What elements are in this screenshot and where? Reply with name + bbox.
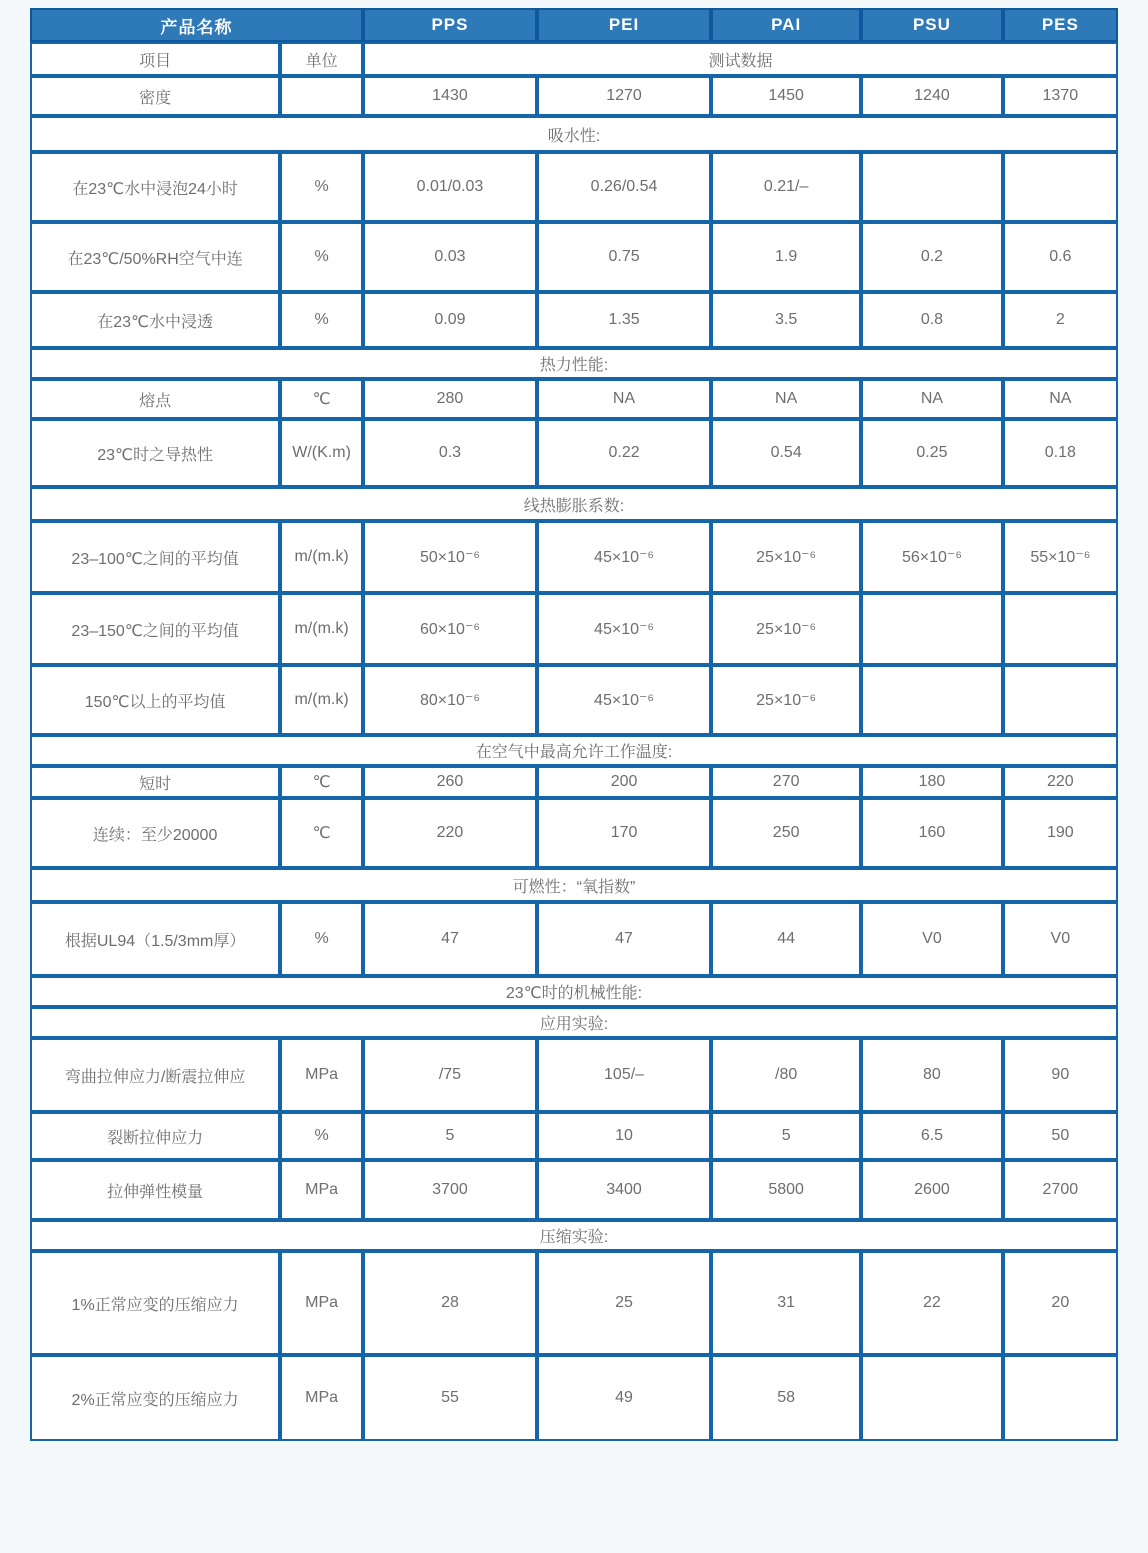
table-header-row — [30, 8, 1118, 42]
cell-value: 0.03 — [363, 222, 537, 292]
row-label: 在23℃水中浸泡24小时 — [30, 152, 280, 222]
row-label: 熔点 — [30, 379, 280, 419]
cell-value: 25×10⁻⁶ — [711, 593, 861, 665]
cell-value: 20 — [1003, 1251, 1118, 1355]
material-spec-table — [30, 8, 1118, 1441]
cell-value: 0.54 — [711, 419, 861, 487]
cell-value: 47 — [537, 902, 711, 976]
table-row — [30, 521, 1118, 593]
row-unit: m/(m.k) — [280, 665, 363, 735]
cell-value: 2600 — [861, 1160, 1002, 1220]
cell-value: 28 — [363, 1251, 537, 1355]
section-row — [30, 1007, 1118, 1038]
table-row — [30, 152, 1118, 222]
unit-header: 单位 — [280, 42, 363, 76]
row-unit: % — [280, 152, 363, 222]
cell-value: 280 — [363, 379, 537, 419]
row-label: 密度 — [30, 76, 280, 116]
table-row — [30, 292, 1118, 348]
cell-value: 270 — [711, 766, 861, 798]
cell-value: 45×10⁻⁶ — [537, 665, 711, 735]
section-row — [30, 487, 1118, 521]
row-unit: ℃ — [280, 379, 363, 419]
cell-value: 80×10⁻⁶ — [363, 665, 537, 735]
cell-value: 190 — [1003, 798, 1118, 868]
cell-value: 0.26/0.54 — [537, 152, 711, 222]
row-unit: m/(m.k) — [280, 521, 363, 593]
cell-value: 45×10⁻⁶ — [537, 593, 711, 665]
table-row — [30, 379, 1118, 419]
cell-value: 55×10⁻⁶ — [1003, 521, 1118, 593]
cell-value: 1270 — [537, 76, 711, 116]
cell-value: 1430 — [363, 76, 537, 116]
row-label: 在23℃/50%RH空气中连 — [30, 222, 280, 292]
cell-value: 3700 — [363, 1160, 537, 1220]
cell-value: 260 — [363, 766, 537, 798]
cell-value: 1240 — [861, 76, 1002, 116]
cell-value: V0 — [861, 902, 1002, 976]
cell-value: 90 — [1003, 1038, 1118, 1112]
cell-value — [1003, 152, 1118, 222]
table-row — [30, 593, 1118, 665]
col-header-pps: PPS — [363, 8, 537, 42]
cell-value — [861, 665, 1002, 735]
section-row — [30, 348, 1118, 379]
col-header-pai: PAI — [711, 8, 861, 42]
cell-value: NA — [711, 379, 861, 419]
cell-value: 0.21/– — [711, 152, 861, 222]
section-label: 23℃时的机械性能: — [30, 976, 1118, 1007]
cell-value: NA — [1003, 379, 1118, 419]
cell-value: 45×10⁻⁶ — [537, 521, 711, 593]
row-unit: % — [280, 292, 363, 348]
cell-value: 31 — [711, 1251, 861, 1355]
row-label: 2%正常应变的压缩应力 — [30, 1355, 280, 1441]
table-row — [30, 1038, 1118, 1112]
col-header-pes: PES — [1003, 8, 1118, 42]
row-label: 根据UL94（1.5/3mm厚） — [30, 902, 280, 976]
cell-value: 1370 — [1003, 76, 1118, 116]
section-label: 应用实验: — [30, 1007, 1118, 1038]
cell-value: 0.75 — [537, 222, 711, 292]
cell-value: 47 — [363, 902, 537, 976]
section-row — [30, 1220, 1118, 1251]
row-label: 拉伸弹性模量 — [30, 1160, 280, 1220]
row-label: 弯曲拉伸应力/断震拉伸应 — [30, 1038, 280, 1112]
cell-value — [1003, 665, 1118, 735]
section-label: 在空气中最高允许工作温度: — [30, 735, 1118, 766]
table-row — [30, 798, 1118, 868]
row-unit: MPa — [280, 1251, 363, 1355]
table-row — [30, 665, 1118, 735]
cell-value: 0.2 — [861, 222, 1002, 292]
cell-value: 50 — [1003, 1112, 1118, 1160]
section-label: 热力性能: — [30, 348, 1118, 379]
cell-value: 5 — [711, 1112, 861, 1160]
cell-value: 3400 — [537, 1160, 711, 1220]
section-label: 线热膨胀系数: — [30, 487, 1118, 521]
table-row — [30, 1355, 1118, 1441]
cell-value: 1.9 — [711, 222, 861, 292]
cell-value: /75 — [363, 1038, 537, 1112]
section-label: 压缩实验: — [30, 1220, 1118, 1251]
section-label: 可燃性：“氧指数” — [30, 868, 1118, 902]
cell-value: 6.5 — [861, 1112, 1002, 1160]
row-unit: MPa — [280, 1160, 363, 1220]
section-row — [30, 116, 1118, 152]
row-unit: % — [280, 902, 363, 976]
row-label: 连续：至少20000 — [30, 798, 280, 868]
table-row — [30, 1112, 1118, 1160]
cell-value: 2 — [1003, 292, 1118, 348]
subheader-row — [30, 42, 1118, 76]
table-row — [30, 76, 1118, 116]
cell-value — [861, 1355, 1002, 1441]
cell-value: 105/– — [537, 1038, 711, 1112]
row-label: 在23℃水中浸透 — [30, 292, 280, 348]
row-label: 裂断拉伸应力 — [30, 1112, 280, 1160]
cell-value: 25×10⁻⁶ — [711, 665, 861, 735]
row-label: 1%正常应变的压缩应力 — [30, 1251, 280, 1355]
cell-value: 0.3 — [363, 419, 537, 487]
col-header-psu: PSU — [861, 8, 1002, 42]
cell-value — [861, 593, 1002, 665]
row-label: 短时 — [30, 766, 280, 798]
cell-value: 5800 — [711, 1160, 861, 1220]
cell-value: 44 — [711, 902, 861, 976]
table-row — [30, 902, 1118, 976]
cell-value: 58 — [711, 1355, 861, 1441]
cell-value: 55 — [363, 1355, 537, 1441]
cell-value: 0.25 — [861, 419, 1002, 487]
cell-value: 25 — [537, 1251, 711, 1355]
cell-value: 250 — [711, 798, 861, 868]
cell-value: 2700 — [1003, 1160, 1118, 1220]
cell-value: 0.18 — [1003, 419, 1118, 487]
table-row — [30, 1160, 1118, 1220]
cell-value: V0 — [1003, 902, 1118, 976]
cell-value: 200 — [537, 766, 711, 798]
cell-value: 60×10⁻⁶ — [363, 593, 537, 665]
table-row — [30, 1251, 1118, 1355]
row-unit: ℃ — [280, 766, 363, 798]
row-label: 23–150℃之间的平均值 — [30, 593, 280, 665]
cell-value: 0.01/0.03 — [363, 152, 537, 222]
cell-value: 0.09 — [363, 292, 537, 348]
cell-value — [1003, 593, 1118, 665]
cell-value: 1450 — [711, 76, 861, 116]
cell-value: 80 — [861, 1038, 1002, 1112]
table-row — [30, 222, 1118, 292]
cell-value: 22 — [861, 1251, 1002, 1355]
cell-value — [1003, 1355, 1118, 1441]
row-unit: MPa — [280, 1355, 363, 1441]
cell-value: NA — [537, 379, 711, 419]
cell-value: 1.35 — [537, 292, 711, 348]
cell-value: 220 — [1003, 766, 1118, 798]
section-label: 吸水性: — [30, 116, 1118, 152]
row-unit — [280, 76, 363, 116]
row-unit: ℃ — [280, 798, 363, 868]
cell-value: 10 — [537, 1112, 711, 1160]
col-header-pei: PEI — [537, 8, 711, 42]
row-unit: MPa — [280, 1038, 363, 1112]
product-name-header: 产品名称 — [30, 8, 363, 42]
section-row — [30, 976, 1118, 1007]
row-unit: W/(K.m) — [280, 419, 363, 487]
cell-value: 50×10⁻⁶ — [363, 521, 537, 593]
table-row — [30, 766, 1118, 798]
cell-value: 25×10⁻⁶ — [711, 521, 861, 593]
row-label: 150℃以上的平均值 — [30, 665, 280, 735]
row-unit: m/(m.k) — [280, 593, 363, 665]
row-unit: % — [280, 1112, 363, 1160]
table-row — [30, 419, 1118, 487]
cell-value: 170 — [537, 798, 711, 868]
cell-value: 3.5 — [711, 292, 861, 348]
row-label: 23℃时之导热性 — [30, 419, 280, 487]
cell-value: 160 — [861, 798, 1002, 868]
cell-value: 49 — [537, 1355, 711, 1441]
cell-value: 180 — [861, 766, 1002, 798]
cell-value: 0.22 — [537, 419, 711, 487]
cell-value — [861, 152, 1002, 222]
cell-value: NA — [861, 379, 1002, 419]
cell-value: 220 — [363, 798, 537, 868]
cell-value: 0.8 — [861, 292, 1002, 348]
row-unit: % — [280, 222, 363, 292]
cell-value: 5 — [363, 1112, 537, 1160]
item-header: 项目 — [30, 42, 280, 76]
cell-value: 0.6 — [1003, 222, 1118, 292]
section-row — [30, 735, 1118, 766]
section-row — [30, 868, 1118, 902]
test-data-header: 测试数据 — [363, 42, 1118, 76]
cell-value: 56×10⁻⁶ — [861, 521, 1002, 593]
row-label: 23–100℃之间的平均值 — [30, 521, 280, 593]
cell-value: /80 — [711, 1038, 861, 1112]
